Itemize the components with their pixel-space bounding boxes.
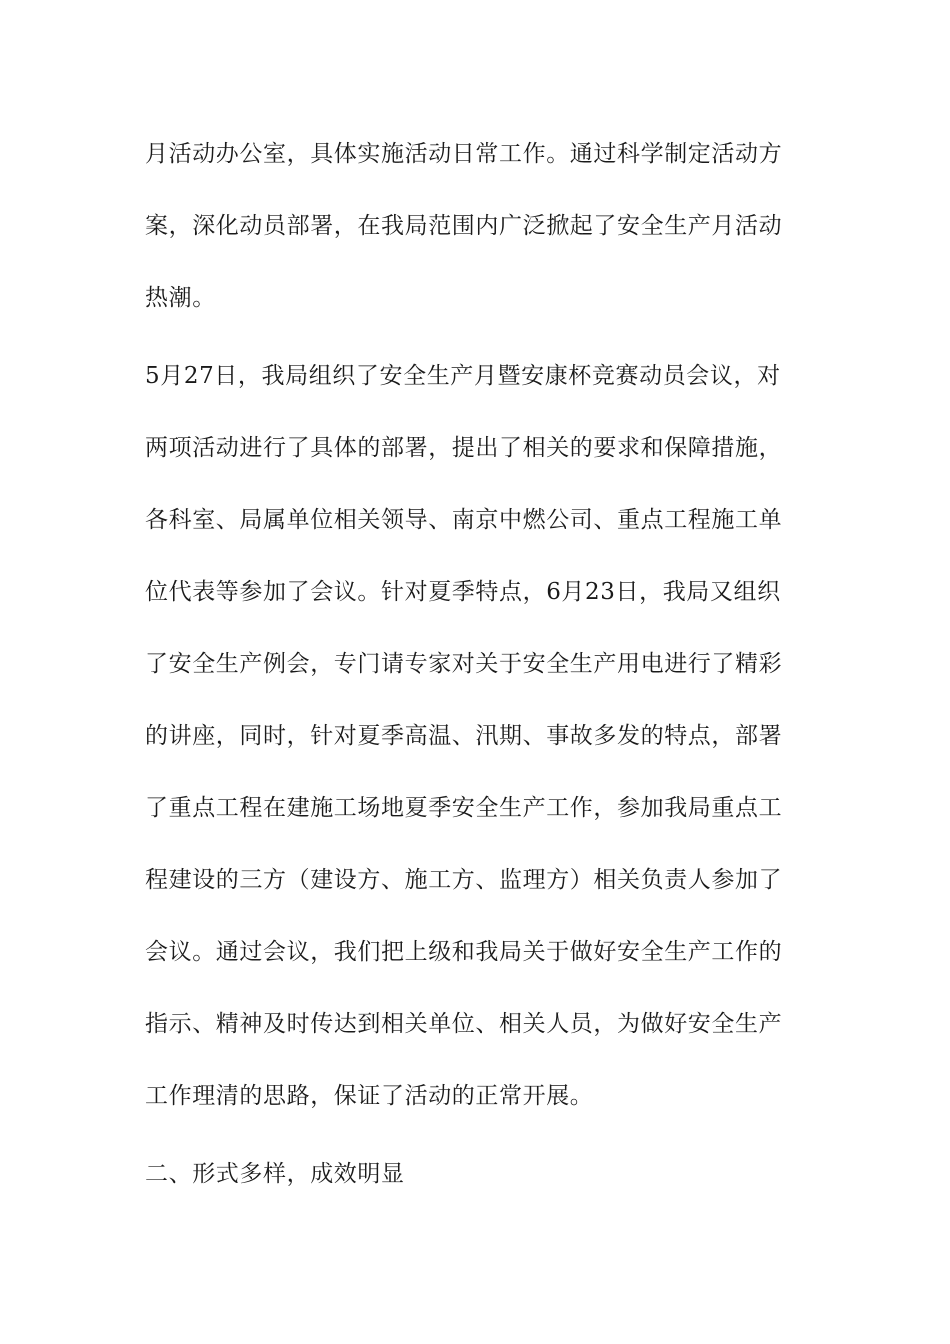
- paragraph-line: 各科室、局属单位相关领导、南京中燃公司、重点工程施工单: [145, 507, 783, 533]
- paragraph-line: 案，深化动员部署，在我局范围内广泛掀起了安全生产月活动: [145, 213, 783, 239]
- paragraph-line: 两项活动进行了具体的部署，提出了相关的要求和保障措施，: [145, 435, 783, 461]
- paragraph-line: 了安全生产例会，专门请专家对关于安全生产用电进行了精彩: [145, 651, 783, 677]
- paragraph-line: 程建设的三方（建设方、施工方、监理方）相关负责人参加了: [145, 867, 783, 893]
- section-heading: 二、形式多样，成效明显: [145, 1161, 405, 1187]
- paragraph-line: 的讲座，同时，针对夏季高温、汛期、事故多发的特点，部署: [145, 723, 783, 749]
- paragraph-line: 了重点工程在建施工场地夏季安全生产工作，参加我局重点工: [145, 795, 783, 821]
- paragraph-line: 位代表等参加了会议。针对夏季特点，6月23日，我局又组织: [145, 579, 781, 605]
- paragraph-line: 热潮。: [145, 285, 216, 311]
- paragraph-line: 会议。通过会议，我们把上级和我局关于做好安全生产工作的: [145, 939, 783, 965]
- paragraph-line: 月活动办公室，具体实施活动日常工作。通过科学制定活动方: [145, 141, 783, 167]
- paragraph-line: 工作理清的思路，保证了活动的正常开展。: [145, 1083, 594, 1109]
- paragraph-line: 指示、精神及时传达到相关单位、相关人员，为做好安全生产: [145, 1011, 783, 1037]
- paragraph-line: 5月27日，我局组织了安全生产月暨安康杯竞赛动员会议，对: [145, 363, 781, 389]
